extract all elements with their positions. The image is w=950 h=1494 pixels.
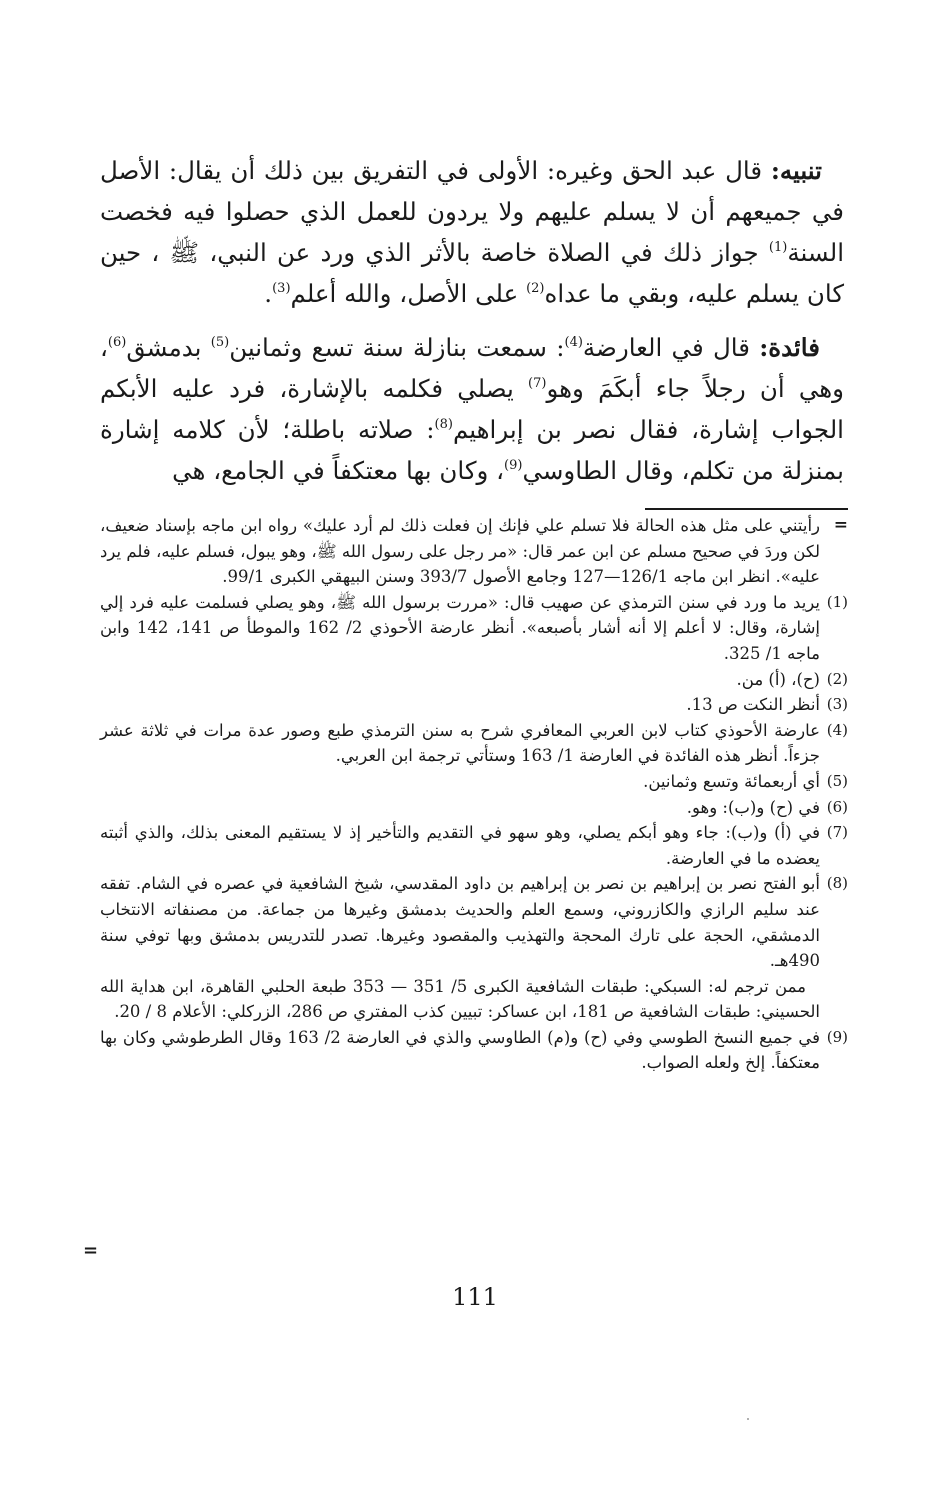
- footnote-number: (3): [826, 695, 848, 714]
- footnote-9: [100, 1025, 848, 1076]
- footnote-ref-4[interactable]: (4): [564, 335, 583, 350]
- footnote-number: (1): [826, 592, 848, 611]
- footnote-text: أبو الفتح نصر بن إبراهيم بن نصر بن إبراهيم بن داود المقدسي، شيخ الشافعية في عصره في الشام. تفقه عند سليم الرازي والكازروني، وسمع العلم والحديث بدمشق وغيرها من جماعة. من مصنفاته الانتخاب الدمشقي، الحجة على تارك المحجة والتهذيب والمقصود وغيرها. تصدر للتدريس بدمشق وبها توفي سنة 490هـ.: [100, 874, 820, 971]
- footnote-3: [100, 692, 848, 718]
- page-number: 111: [452, 1283, 498, 1311]
- footnote-ref-7[interactable]: (7): [528, 376, 547, 391]
- footnote-number: (8): [826, 874, 848, 893]
- scan-speck: [747, 1418, 749, 1420]
- footnote-ref-6[interactable]: (6): [107, 335, 127, 350]
- footnote-text: يريد ما ورد في سنن الترمذي عن صهيب قال: «مررت برسول الله ﷺ، وهو يصلي فسلمت عليه فرد إلي إشارة، وقال: لا أعلم إلا أنه أشار بأصبعه». أنظر عارضة الأحوذي 2/ 162 والموطأ ص 141، 142 وابن ماجه 1/ 325.: [100, 592, 820, 663]
- footnote-number: (7): [826, 823, 848, 842]
- tanbih-heading: تنبيه:: [770, 156, 822, 185]
- footnote-continued: [100, 513, 848, 590]
- footnote-text: في (ح) و(ب): وهو.: [686, 797, 820, 817]
- footnote-sources: ممن ترجم له: السبكي: طبقات الشافعية الكبرى 5/ 351 — 353 طبعة الحلبي القاهرة، ابن هداية الله الحسيني: طبقات الشافعية ص 181، ابن عساكر: تبيين كذب المفتري ص 286، الزركلي: الأعلام 8 / 20.: [100, 976, 820, 1022]
- footnote-text: رأيتني على مثل هذه الحالة فلا تسلم علي فإنك إن فعلت ذلك لم أرد عليك» رواه ابن ماجه بإسناد ضعيف، لكن وردَ في صحيح مسلم عن ابن عمر قال: «مر رجل على رسول الله ﷺ، وهو يبول، فسلم عليه، فلم يرد عليه». انظر ابن ماجه 126/1—127 وجامع الأصول 393/7 وسنن البيهقي الكبرى 99/1.: [100, 516, 820, 587]
- footnote-ref-2[interactable]: (2): [526, 281, 545, 296]
- footnote-text: في جميع النسخ الطوسي وفي (ح) و(م) الطاوسي والذي في العارضة 2/ 163 وقال الطرطوشي وكان بها معتكفاً. إلخ ولعله الصواب.: [100, 1027, 820, 1073]
- footnote-text: أنظر النكت ص 13.: [686, 695, 820, 715]
- footnotes: [100, 513, 848, 1076]
- paragraph-faida: فائدة: قال في العارضة$^{(4)}$: سمعت بنازلة سنة تسع وثمانين$^{(5)}$ بدمشق$^{(6)}$، وهي أن رجلاً جاء أبكَمَ وهو$^{(7)}$ يصلي فكلمه بالإشارة، فرد عليه الأبكم الجواب إشارة، فقال نصر بن إبراهيم$^{(8)}$: صلاته باطلة؛ لأن كلامه إشارة بمنزلة من تكلم، وقال الطاوسي$^{(9)}$، وكان بها معتكفاً في الجامع، هي: [100, 333, 844, 485]
- footnote-1: [100, 590, 848, 667]
- footnote-number: (5): [826, 771, 848, 790]
- paragraph-tanbih: تنبيه: قال عبد الحق وغيره: الأولى في التفريق بين ذلك أن يقال: الأصل في جميعهم أن لا يسلم عليهم ولا يردون للعمل الذي حصلوا فيه فخصت السنة$^{(1)}$ جواز ذلك في الصلاة خاصة بالأثر الذي ورد عن النبي، ﷺ ، حين كان يسلم عليه، وبقي ما عداه$^{(2)}$ على الأصل، والله أعلم$^{(3)}$.: [100, 156, 844, 308]
- footnote-number: (9): [826, 1027, 848, 1046]
- footnote-number: (2): [826, 669, 848, 688]
- footnote-text: عارضة الأحوذي كتاب لابن العربي المعافري شرح به سنن الترمذي طبع وصور عدة مرات في ثلاثة عشر جزءاً. أنظر هذه الفائدة في العارضة 1/ 163 وستأتي ترجمة ابن العربي.: [100, 720, 820, 766]
- continuation-mark: =: [83, 1240, 99, 1261]
- faida-heading: فائدة:: [759, 333, 820, 362]
- footnote-number: (4): [826, 720, 848, 739]
- footnote-7: [100, 820, 848, 871]
- main-text: [100, 150, 844, 504]
- footnote-ref-8[interactable]: (8): [434, 417, 453, 432]
- footnote-ref-1[interactable]: (1): [768, 240, 788, 255]
- footnote-text: أي أربعمائة وتسع وثمانين.: [643, 771, 820, 791]
- footnote-separator: [645, 508, 848, 510]
- footnote-8: [100, 871, 848, 1025]
- footnote-text: (ح)، (أ) من.: [736, 669, 820, 689]
- footnote-5: [100, 769, 848, 795]
- footnote-4: [100, 718, 848, 769]
- footnote-ref-9[interactable]: (9): [504, 458, 523, 473]
- footnote-6: [100, 795, 848, 821]
- footnote-number: (6): [826, 797, 848, 816]
- footnote-ref-5[interactable]: (5): [210, 335, 230, 350]
- footnote-text: في (أ) و(ب): جاء وهو أبكم يصلي، وهو سهو في التقديم والتأخير إذ لا يستقيم المعنى بذلك، والذي أثبته يعضده ما في العارضة.: [100, 823, 820, 868]
- footnote-ref-3[interactable]: (3): [272, 281, 291, 296]
- continuation-marker: =: [833, 515, 848, 535]
- footnote-2: [100, 667, 848, 693]
